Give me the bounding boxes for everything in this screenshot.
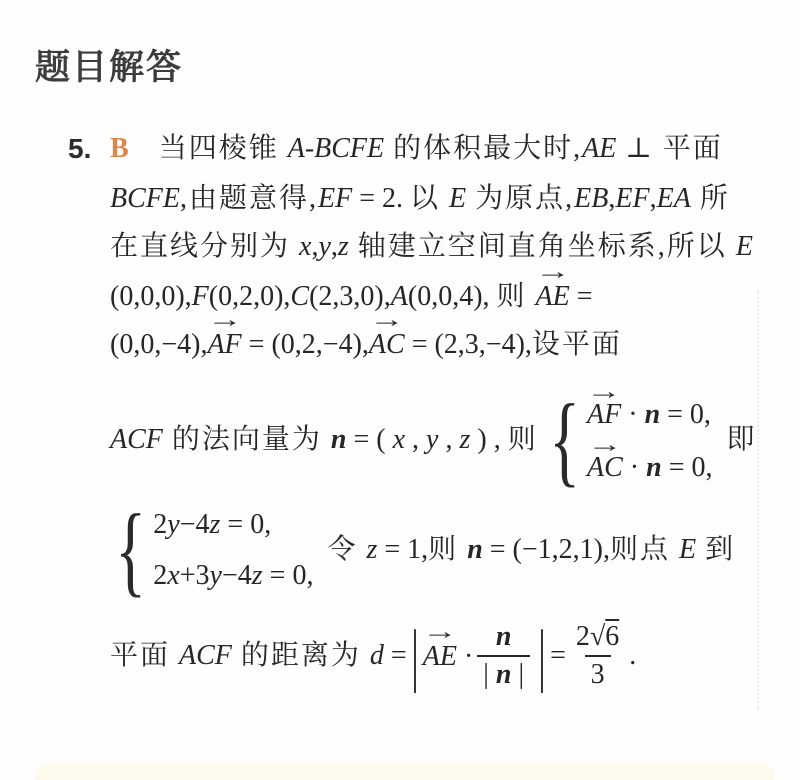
vector-arrow-icon: → (369, 307, 405, 333)
abs-inner-text: → AE · (423, 637, 474, 675)
equals-sign: = (550, 640, 566, 671)
solution-line-4: (0,0,0),F(0,2,0),C(2,3,0),A(0,0,4), 则 → AE = (110, 277, 593, 315)
equation-system (110, 493, 314, 607)
fraction-denominator: | n | (477, 655, 530, 691)
fraction-numerator: n (495, 620, 512, 652)
solution-line-1 (68, 131, 723, 167)
line-text: 平面 ACF 的距离为 d = (110, 640, 407, 671)
solution-line-2: BCFE,由题意得,EF = 2. 以 E 为原点,EB,EF,EA 所 (110, 183, 730, 214)
page-fold-artifact (757, 290, 759, 710)
next-section-card (35, 763, 775, 780)
vector-with-arrow: → AE (534, 259, 571, 312)
equation-row: 2x+3y−4z = 0, (153, 559, 314, 591)
solution-line-3: 在直线分别为 x,y,z 轴建立空间直角坐标系,所以 E (110, 231, 753, 262)
abs-bar-left: | (410, 616, 419, 694)
fraction-n-over-abs-n (477, 621, 530, 691)
vector-with-arrow: → AC (587, 431, 623, 483)
page-title: 题目解答 (35, 48, 184, 87)
solution-line-5: (0,0,−4), → AF = (0,2,−4), → AC = (2,3,−4),设平面 (110, 325, 622, 363)
fraction-result (570, 621, 625, 691)
equation-row: → AC · n = 0, (587, 431, 713, 483)
abs-bar-right: | (538, 616, 546, 694)
line-text: ACF 的法向量为 n = ( x , y , z ) , 则 (110, 424, 538, 455)
solution-line-7 (110, 493, 736, 607)
vector-arrow-icon: → (534, 259, 571, 285)
period: . (629, 640, 637, 671)
answer-letter: B (110, 133, 129, 164)
left-brace: { (548, 383, 580, 497)
vector-with-arrow: → AF (206, 307, 243, 360)
left-brace: { (115, 493, 147, 607)
vector-arrow-icon: → (206, 307, 243, 333)
fraction-numerator: 2√6 (575, 620, 620, 652)
equation-system (544, 378, 713, 497)
vector-with-arrow: → AF (586, 378, 622, 430)
problem-number: 5. (68, 133, 92, 164)
vector-arrow-icon: → (587, 431, 623, 457)
line-text: 令 z = 1,则 n = (−1,2,1),则点 E 到 (327, 534, 736, 565)
vector-with-arrow: → AE (422, 619, 458, 672)
solution-line-6 (110, 378, 757, 497)
solution-line-8 (110, 612, 636, 700)
line-text: 即 (726, 424, 757, 455)
vector-with-arrow: → AC (368, 307, 405, 360)
equation-rows (586, 378, 713, 484)
line-text: 当四棱锥 A-BCFE 的体积最大时,AE ⊥ 平面 (158, 133, 723, 164)
vector-arrow-icon: → (586, 378, 622, 404)
vector-arrow-icon: → (422, 619, 458, 645)
equation-row: → AF · n = 0, (586, 378, 711, 430)
equation-row: 2y−4z = 0, (153, 508, 272, 540)
fraction-denominator: 3 (585, 655, 611, 691)
equation-rows (153, 509, 313, 592)
